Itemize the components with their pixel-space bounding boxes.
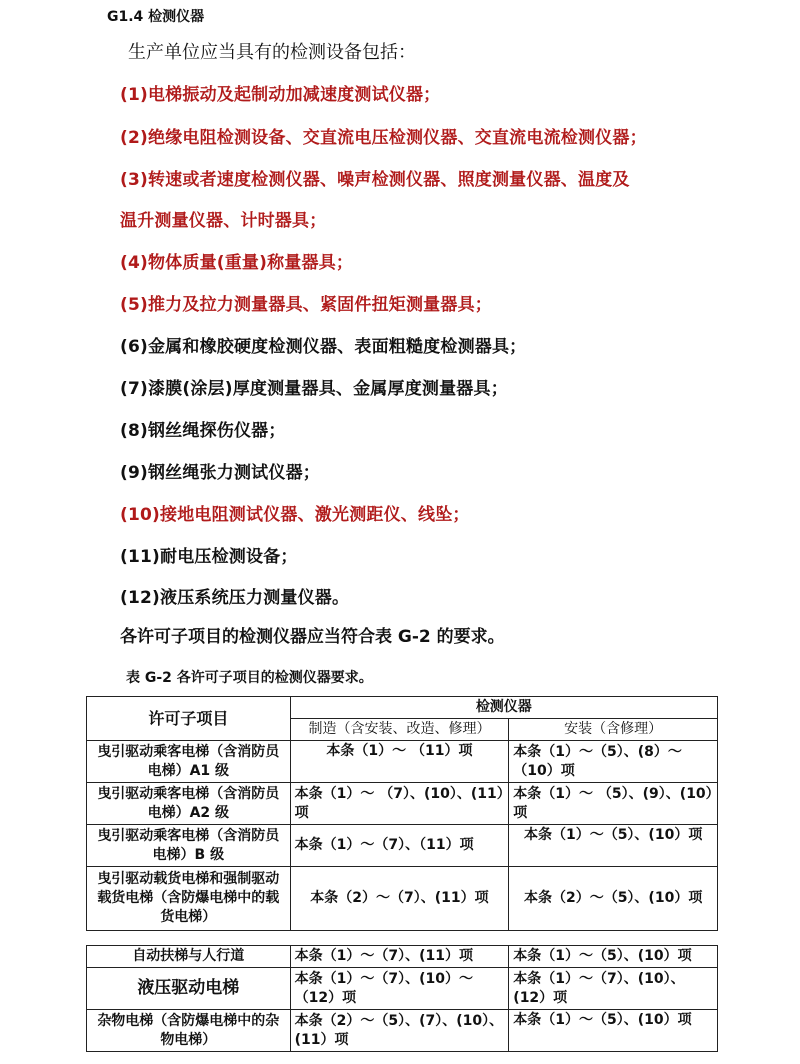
row-make: 本条（1）～ （7）、(10）、(11）项 — [290, 783, 509, 825]
list-item: (1)电梯振动及起制动加减速度测试仪器； — [120, 85, 441, 105]
row-item: 杂物电梯（含防爆电梯中的杂物电梯） — [87, 1010, 291, 1052]
list-item: (12)液压系统压力测量仪器。 — [120, 588, 350, 608]
list-item: (11)耐电压检测设备； — [120, 547, 298, 567]
list-item: (10)接地电阻测试仪器、激光测距仪、线坠； — [120, 505, 470, 525]
list-item: (5)推力及拉力测量器具、紧固件扭矩测量器具； — [120, 295, 492, 315]
requirement-text: 各许可子项目的检测仪器应当符合表 G-2 的要求。 — [120, 627, 505, 647]
row-make: 本条（1）～ （11）项 — [290, 741, 509, 783]
table-row — [87, 946, 718, 968]
list-item: (3)转速或者速度检测仪器、噪声检测仪器、照度测量仪器、温度及 — [120, 170, 630, 190]
list-item: (8)钢丝绳探伤仪器； — [120, 421, 286, 441]
row-make: 本条（1）～（7）、(11）项 — [290, 946, 509, 968]
header-manufacture: 制造（含安装、改造、修理） — [290, 719, 509, 741]
header-installation: 安装（含修理） — [509, 719, 718, 741]
list-item: (6)金属和橡胶硬度检测仪器、表面粗糙度检测器具； — [120, 337, 527, 357]
table-row — [87, 825, 718, 867]
row-install: 本条（1）～（5）、(10）项 — [509, 1010, 718, 1052]
row-item: 自动扶梯与人行道 — [87, 946, 291, 968]
row-install: 本条（1）～（7）、(10）、(12）项 — [509, 968, 718, 1010]
instrument-table — [86, 696, 718, 931]
list-item: (2)绝缘电阻检测设备、交直流电压检测仪器、交直流电流检测仪器； — [120, 128, 647, 148]
table-row — [87, 968, 718, 1010]
section-title: G1.4 检测仪器 — [107, 9, 205, 25]
row-install: 本条（1）～（5）、(10）项 — [509, 946, 718, 968]
row-make: 本条（2）～（5）、(7）、(10）、(11）项 — [290, 1010, 509, 1052]
row-install: 本条（1）～（5）、(10）项 — [509, 825, 718, 867]
row-install: 本条（2）～（5）、(10）项 — [509, 867, 718, 931]
row-make: 本条（1）～（7）、（11）项 — [290, 825, 509, 867]
list-item: (4)物体质量(重量)称量器具； — [120, 253, 354, 273]
row-make: 本条（2）～（7）、(11）项 — [290, 867, 509, 931]
table-row — [87, 741, 718, 783]
row-item: 曳引驱动载货电梯和强制驱动载货电梯（含防爆电梯中的载货电梯） — [87, 867, 291, 931]
table-row — [87, 867, 718, 931]
table-row — [87, 1010, 718, 1052]
header-sub-item: 许可子项目 — [87, 697, 291, 741]
intro-text: 生产单位应当具有的检测设备包括： — [128, 42, 416, 63]
header-instruments: 检测仪器 — [290, 697, 717, 719]
row-item: 液压驱动电梯 — [87, 968, 291, 1010]
table-caption: 表 G-2 各许可子项目的检测仪器要求。 — [126, 670, 373, 686]
row-make: 本条（1）～（7）、(10）～（12）项 — [290, 968, 509, 1010]
list-item: 温升测量仪器、计时器具； — [120, 211, 327, 231]
instrument-table-continued — [86, 945, 718, 1052]
row-install: 本条（1）～（5）、(8）～（10）项 — [509, 741, 718, 783]
row-item: 曳引驱动乘客电梯（含消防员电梯）A1 级 — [87, 741, 291, 783]
row-item: 曳引驱动乘客电梯（含消防员电梯）B 级 — [87, 825, 291, 867]
row-install: 本条（1）～ （5）、(9）、(10）项 — [509, 783, 718, 825]
list-item: (9)钢丝绳张力测试仪器； — [120, 463, 320, 483]
table-row — [87, 783, 718, 825]
list-item: (7)漆膜(涂层)厚度测量器具、金属厚度测量器具； — [120, 379, 508, 399]
row-item: 曳引驱动乘客电梯（含消防员电梯）A2 级 — [87, 783, 291, 825]
